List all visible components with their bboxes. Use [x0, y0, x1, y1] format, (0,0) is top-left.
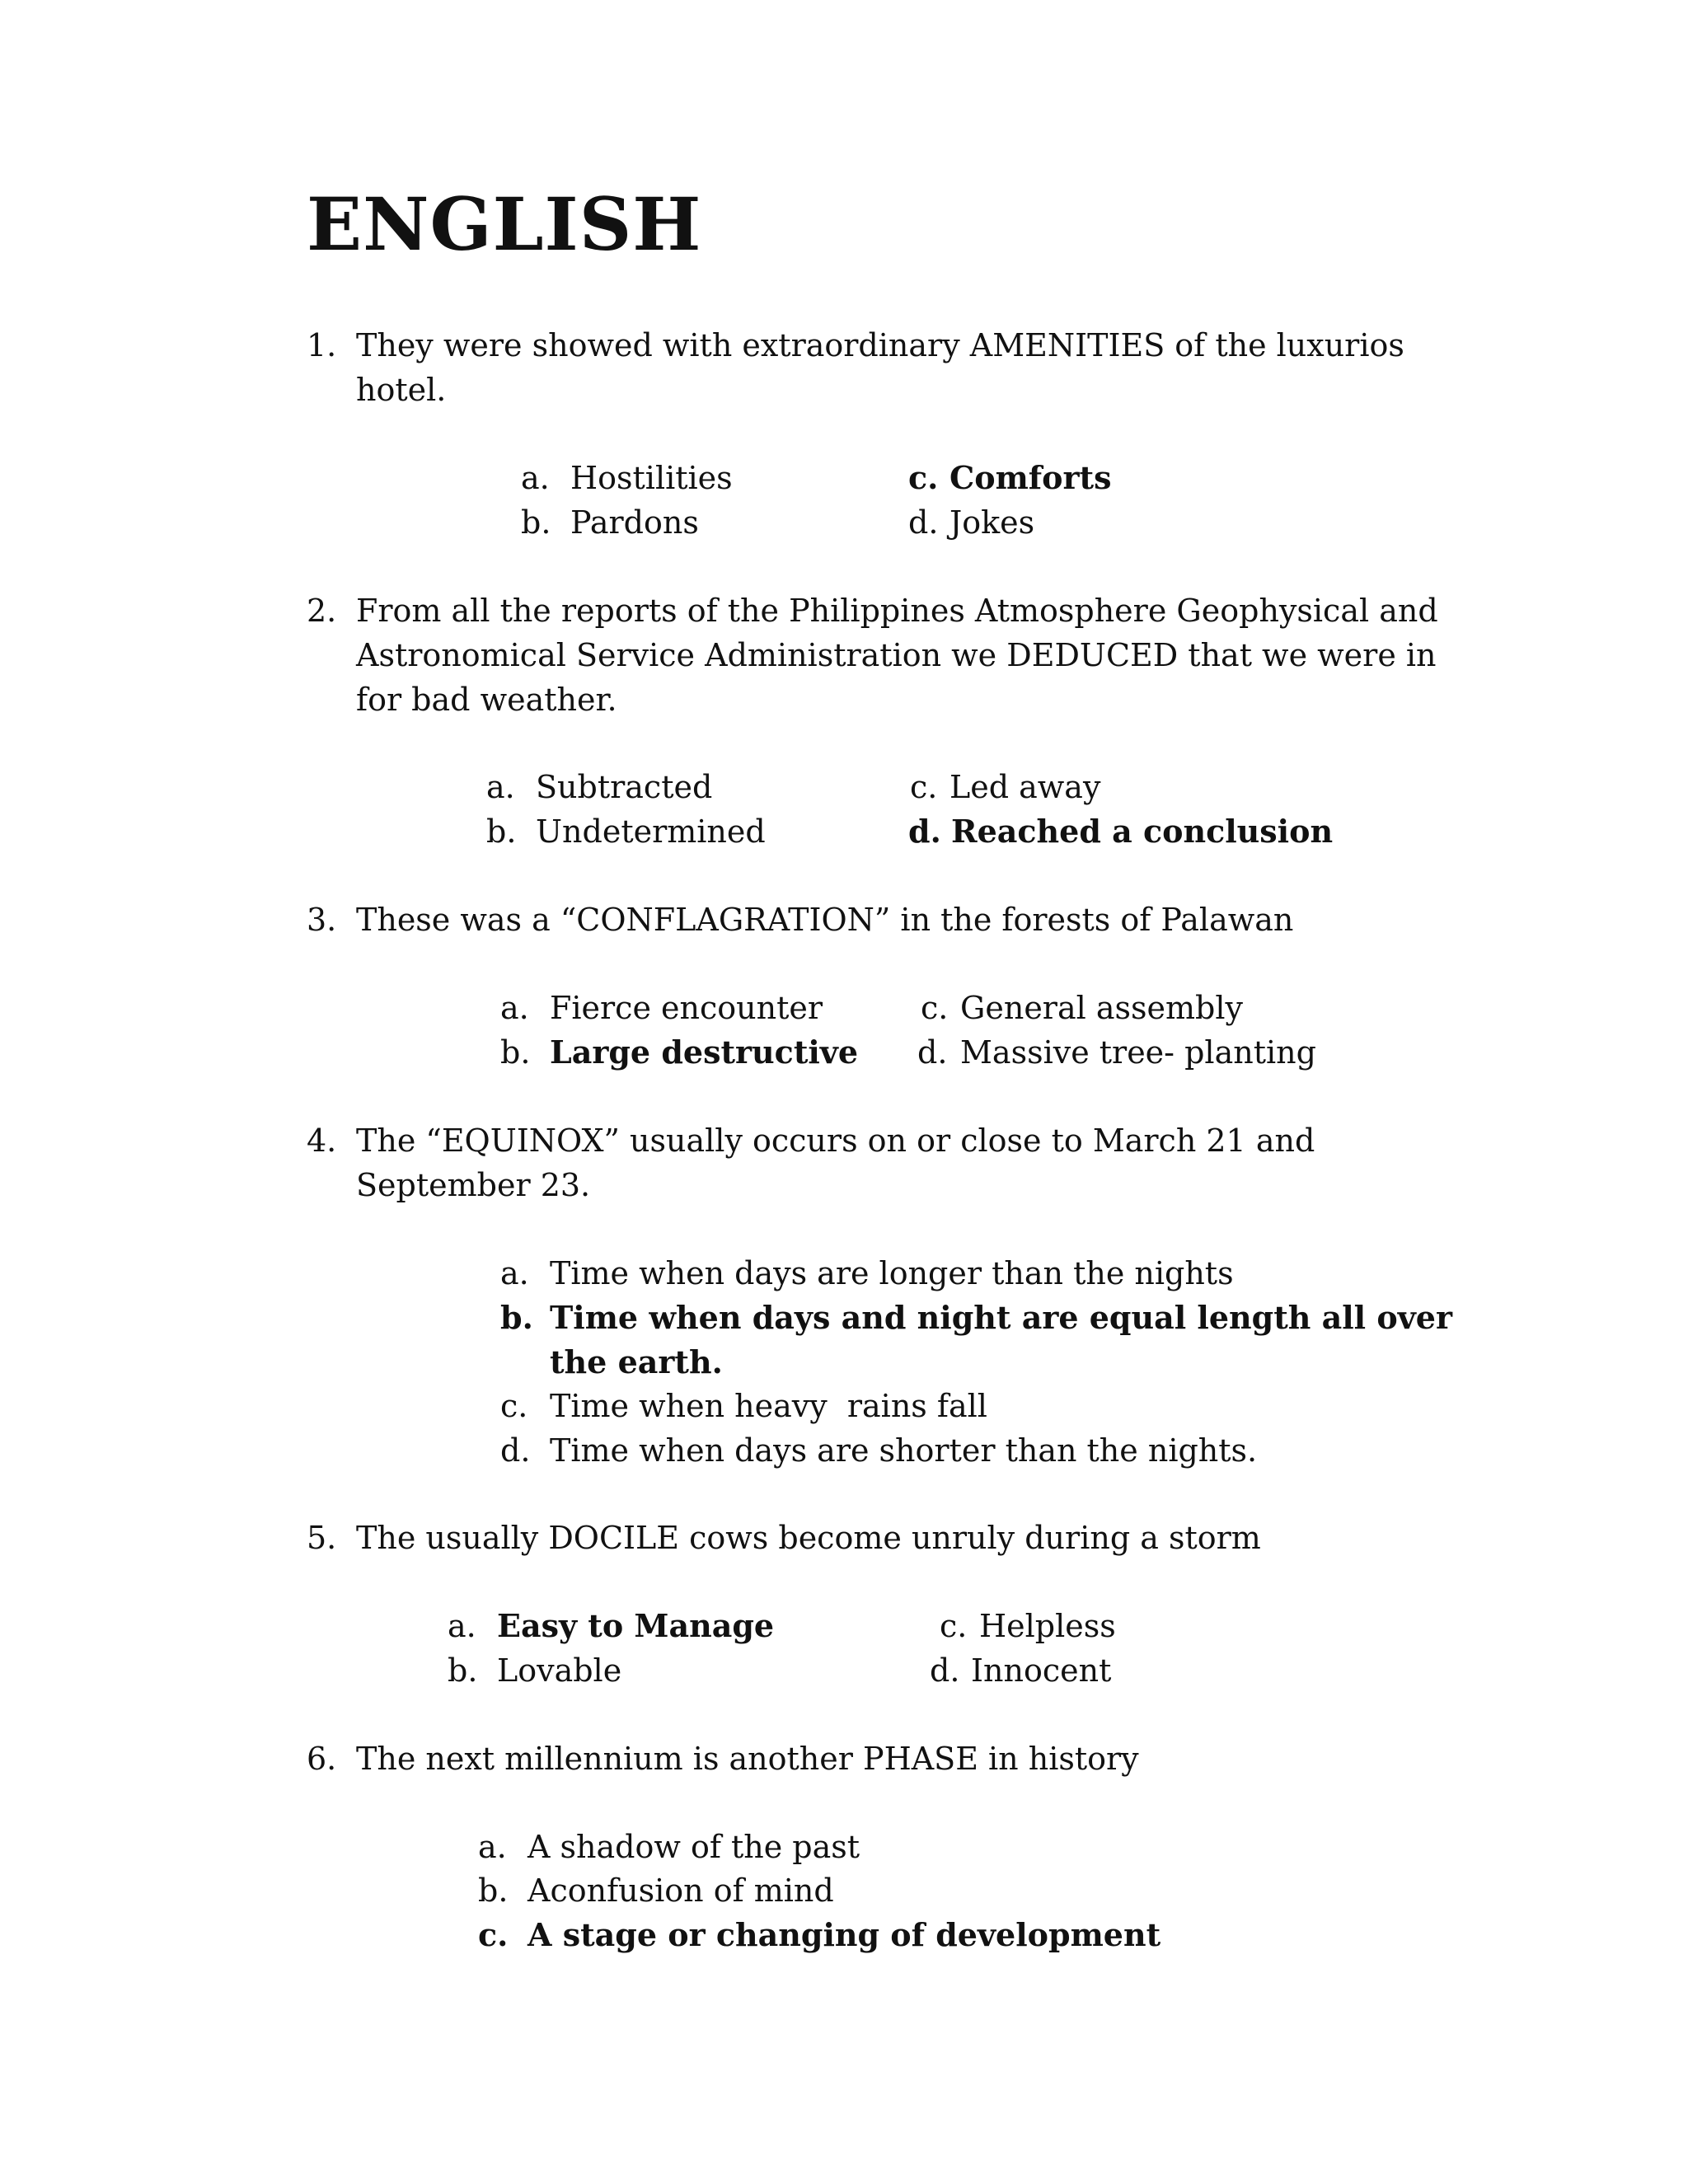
- question-2-option-a-text: Subtracted: [536, 769, 713, 805]
- question-2-option-c-text: Led away: [950, 769, 1101, 805]
- question-3-option-a-letter: a.: [500, 990, 529, 1026]
- question-2-option-b-text: Undetermined: [536, 813, 766, 850]
- question-1-option-c-letter: c.: [908, 459, 939, 496]
- question-2-line-2: Astronomical Service Administration we DEDUCED that we were in: [356, 637, 1437, 673]
- question-3-line-1: These was a “CONFLAGRATION” in the forests of Palawan: [356, 902, 1294, 938]
- question-4-option-c-letter: c.: [500, 1388, 528, 1424]
- question-4-option-b-text-line-1: Time when days and night are equal length all over: [550, 1299, 1452, 1336]
- question-5-option-d-text: Innocent: [971, 1652, 1112, 1689]
- question-1-line-2: hotel.: [356, 372, 447, 408]
- question-4-option-d-text: Time when days are shorter than the nights.: [550, 1432, 1258, 1469]
- question-6-line-1: The next millennium is another PHASE in history: [356, 1741, 1139, 1777]
- question-2-line-1: From all the reports of the Philippines Atmosphere Geophysical and: [356, 593, 1438, 629]
- question-6-option-b-letter: b.: [478, 1872, 509, 1909]
- question-4-option-d-letter: d.: [500, 1432, 531, 1469]
- question-2-option-a-letter: a.: [486, 769, 515, 805]
- question-1-number: 1.: [307, 327, 337, 363]
- question-6-number: 6.: [307, 1741, 337, 1777]
- question-1-option-d-text: Jokes: [950, 504, 1035, 541]
- question-2-option-d-text: Reached a conclusion: [951, 813, 1334, 850]
- question-4-number: 4.: [307, 1122, 337, 1159]
- question-6-option-c-text: A stage or changing of development: [528, 1916, 1161, 1953]
- question-5-option-c-text: Helpless: [979, 1608, 1116, 1644]
- question-4-option-c-text: Time when heavy rains fall: [550, 1388, 987, 1424]
- question-1-option-a-text: Hostilities: [570, 460, 733, 496]
- question-6-option-a-letter: a.: [478, 1829, 507, 1865]
- question-5-line-1: The usually DOCILE cows become unruly during a storm: [356, 1520, 1261, 1556]
- question-6-option-b-text: Aconfusion of mind: [528, 1872, 834, 1909]
- question-3-option-c-letter: c.: [921, 990, 949, 1026]
- question-1-option-c-text: Comforts: [950, 459, 1112, 496]
- question-2-option-b-letter: b.: [486, 813, 517, 850]
- question-3-option-d-text: Massive tree- planting: [960, 1034, 1316, 1071]
- question-4-line-2: September 23.: [356, 1167, 591, 1203]
- question-1-option-b-text: Pardons: [570, 504, 699, 541]
- question-2-option-d-letter: d.: [908, 813, 941, 850]
- question-4-option-b-text-line-2: the earth.: [550, 1343, 723, 1380]
- question-6-option-a-text: A shadow of the past: [528, 1829, 860, 1865]
- question-3-option-c-text: General assembly: [960, 990, 1243, 1026]
- question-1-line-1: They were showed with extraordinary AMENITIES of the luxurios: [356, 327, 1404, 363]
- question-4-option-a-letter: a.: [500, 1255, 529, 1291]
- question-1-option-b-letter: b.: [521, 504, 551, 541]
- question-4-option-b-letter: b.: [500, 1299, 533, 1336]
- question-6-option-c-letter: c.: [478, 1916, 509, 1953]
- question-3-number: 3.: [307, 902, 337, 938]
- question-3-option-a-text: Fierce encounter: [550, 990, 823, 1026]
- question-5-option-a-text: Easy to Manage: [497, 1607, 775, 1644]
- question-5-option-c-letter: c.: [940, 1608, 968, 1644]
- question-1-option-a-letter: a.: [521, 460, 550, 496]
- question-5-option-a-letter: a.: [448, 1608, 476, 1644]
- question-5-number: 5.: [307, 1520, 337, 1556]
- question-2-line-3: for bad weather.: [356, 682, 617, 718]
- question-2-number: 2.: [307, 593, 337, 629]
- question-4-line-1: The “EQUINOX” usually occurs on or close to March 21 and: [356, 1122, 1315, 1159]
- question-5-option-b-letter: b.: [448, 1652, 478, 1689]
- question-2-option-c-letter: c.: [910, 769, 938, 805]
- question-5-option-b-text: Lovable: [497, 1652, 622, 1689]
- question-3-option-b-letter: b.: [500, 1034, 531, 1071]
- question-4-option-a-text: Time when days are longer than the nights: [550, 1255, 1234, 1291]
- question-3-option-b-text: Large destructive: [550, 1033, 859, 1071]
- document-title: ENGLISH: [307, 181, 702, 267]
- question-5-option-d-letter: d.: [930, 1652, 960, 1689]
- question-1-option-d-letter: d.: [908, 504, 939, 541]
- question-3-option-d-letter: d.: [917, 1034, 948, 1071]
